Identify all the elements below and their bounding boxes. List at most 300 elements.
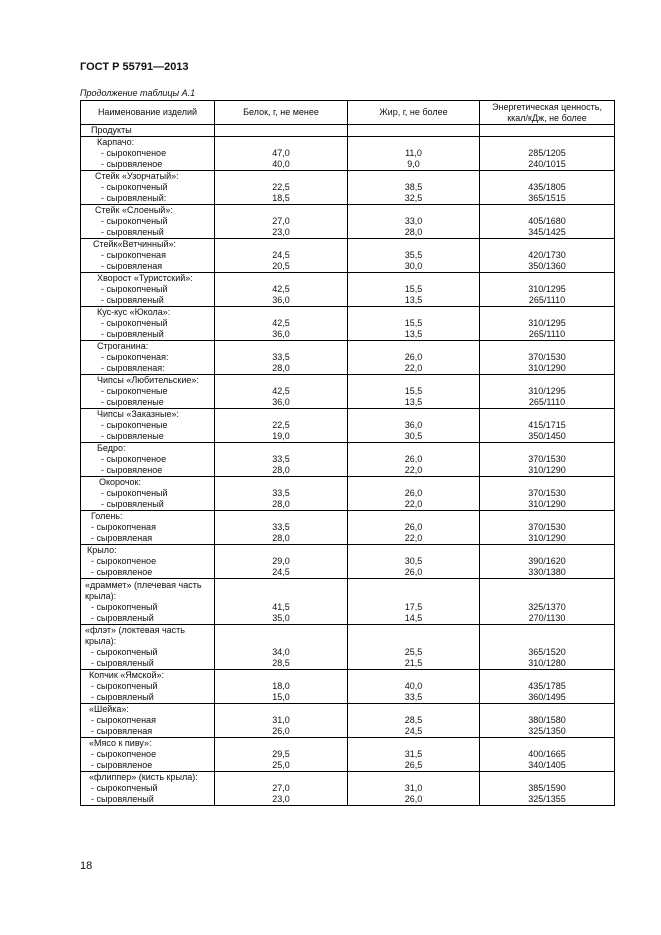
protein-value: 33,5 (215, 488, 348, 499)
fat-value: 35,5 (348, 250, 480, 261)
empty-cell (215, 137, 348, 149)
table-row (81, 386, 615, 397)
protein-value: 42,5 (215, 284, 348, 295)
table-row (81, 363, 615, 375)
energy-value: 365/1515 (480, 193, 615, 205)
fat-value: 31,5 (348, 749, 480, 760)
table-row (81, 454, 615, 465)
empty-cell (215, 545, 348, 557)
protein-value: 27,0 (215, 216, 348, 227)
empty-cell (215, 772, 348, 784)
empty-cell (348, 273, 480, 285)
protein-value: 26,0 (215, 726, 348, 738)
table-header-row (81, 101, 615, 125)
table-row (81, 647, 615, 658)
empty-cell (480, 239, 615, 251)
table-row (81, 488, 615, 499)
product-variant: - сырокопченая: (81, 352, 215, 363)
fat-value: 13,5 (348, 295, 480, 307)
fat-value: 11,0 (348, 148, 480, 159)
empty-cell (215, 579, 348, 602)
table-row (81, 533, 615, 545)
fat-value: 30,5 (348, 556, 480, 567)
product-variant: - сыровяленое (81, 465, 215, 477)
table-row (81, 477, 615, 489)
table-row (81, 522, 615, 533)
protein-value: 34,0 (215, 647, 348, 658)
product-variant: - сыровяленый (81, 658, 215, 670)
energy-value: 285/1205 (480, 148, 615, 159)
group-name: Чипсы «Любительские»: (81, 375, 215, 387)
empty-cell (348, 443, 480, 455)
fat-value: 26,0 (348, 522, 480, 533)
product-variant: - сырокопченый (81, 284, 215, 295)
empty-cell (480, 704, 615, 716)
energy-value: 265/1110 (480, 295, 615, 307)
empty-cell (348, 409, 480, 421)
table-row (81, 261, 615, 273)
table-row (81, 465, 615, 477)
group-name: Строганина: (81, 341, 215, 353)
protein-value: 24,5 (215, 567, 348, 579)
product-variant: - сырокопченое (81, 556, 215, 567)
energy-value: 310/1280 (480, 658, 615, 670)
empty-cell (348, 545, 480, 557)
fat-value: 33,5 (348, 692, 480, 704)
empty-cell (480, 205, 615, 217)
table-row (81, 431, 615, 443)
table-row (81, 772, 615, 784)
group-name: Стейк«Ветчинный»: (81, 239, 215, 251)
table-row (81, 681, 615, 692)
energy-value: 370/1530 (480, 454, 615, 465)
energy-value: 350/1450 (480, 431, 615, 443)
protein-value: 36,0 (215, 329, 348, 341)
empty-cell (348, 738, 480, 750)
empty-cell (480, 624, 615, 647)
group-name: Бедро: (81, 443, 215, 455)
energy-value: 325/1355 (480, 794, 615, 806)
empty-cell (215, 307, 348, 319)
fat-value: 30,0 (348, 261, 480, 273)
group-name: Копчик «Ямской»: (81, 670, 215, 682)
empty-cell (215, 511, 348, 523)
empty-cell (215, 171, 348, 183)
protein-value: 28,0 (215, 465, 348, 477)
empty-cell (215, 443, 348, 455)
group-name: Стейк «Слоеный»: (81, 205, 215, 217)
fat-value: 13,5 (348, 397, 480, 409)
product-variant: - сыровяленый (81, 794, 215, 806)
energy-value: 240/1015 (480, 159, 615, 171)
product-variant: - сырокопченая (81, 522, 215, 533)
fat-value: 30,5 (348, 431, 480, 443)
product-variant: - сырокопченая (81, 250, 215, 261)
empty-cell (215, 738, 348, 750)
empty-cell (348, 670, 480, 682)
table-row (81, 182, 615, 193)
table-row (81, 341, 615, 353)
empty-cell (348, 579, 480, 602)
product-variant: - сырокопченый (81, 318, 215, 329)
table-row (81, 692, 615, 704)
empty-cell (215, 477, 348, 489)
table-row (81, 125, 615, 137)
table-row (81, 397, 615, 409)
energy-value: 370/1530 (480, 522, 615, 533)
empty-cell (348, 341, 480, 353)
table-row (81, 624, 615, 647)
table-row (81, 579, 615, 602)
table-row (81, 602, 615, 613)
empty-cell (480, 375, 615, 387)
empty-cell (215, 125, 348, 137)
energy-value: 265/1110 (480, 329, 615, 341)
table-row (81, 137, 615, 149)
table-row (81, 307, 615, 319)
table-row (81, 613, 615, 625)
energy-value: 365/1520 (480, 647, 615, 658)
protein-value: 33,5 (215, 352, 348, 363)
protein-value: 22,5 (215, 182, 348, 193)
group-name: «Шейка»: (81, 704, 215, 716)
group-name: Крыло: (81, 545, 215, 557)
table-body (81, 125, 615, 806)
table-row (81, 726, 615, 738)
protein-value: 28,5 (215, 658, 348, 670)
empty-cell (480, 545, 615, 557)
product-variant: - сыровяленый (81, 499, 215, 511)
fat-value: 15,5 (348, 386, 480, 397)
protein-value: 22,5 (215, 420, 348, 431)
column-header-name: Наименование изделий (81, 101, 215, 125)
table-row (81, 159, 615, 171)
product-variant: - сыровяленый (81, 613, 215, 625)
fat-value: 9,0 (348, 159, 480, 171)
protein-value: 33,5 (215, 522, 348, 533)
energy-value: 390/1620 (480, 556, 615, 567)
protein-value: 47,0 (215, 148, 348, 159)
product-variant: - сыровяленая (81, 261, 215, 273)
document-code-header: ГОСТ Р 55791—2013 (80, 61, 189, 73)
protein-value: 23,0 (215, 794, 348, 806)
protein-value: 29,5 (215, 749, 348, 760)
energy-value: 415/1715 (480, 420, 615, 431)
empty-cell (480, 409, 615, 421)
table-row (81, 499, 615, 511)
product-variant: - сыровяленое (81, 159, 215, 171)
fat-value: 26,0 (348, 567, 480, 579)
empty-cell (348, 477, 480, 489)
table-row (81, 511, 615, 523)
product-variant: - сырокопченый (81, 647, 215, 658)
table-row (81, 760, 615, 772)
protein-value: 28,0 (215, 499, 348, 511)
table-row (81, 409, 615, 421)
empty-cell (215, 205, 348, 217)
table-row (81, 148, 615, 159)
product-variant: - сыровяленый (81, 329, 215, 341)
energy-value: 310/1290 (480, 363, 615, 375)
fat-value: 31,0 (348, 783, 480, 794)
empty-cell (215, 409, 348, 421)
table-row (81, 375, 615, 387)
empty-cell (348, 137, 480, 149)
group-name: Стейк «Узорчатый»: (81, 171, 215, 183)
empty-cell (480, 670, 615, 682)
table-row (81, 250, 615, 261)
table-row (81, 227, 615, 239)
table-row (81, 318, 615, 329)
fat-value: 22,0 (348, 499, 480, 511)
protein-value: 28,0 (215, 363, 348, 375)
table-row (81, 443, 615, 455)
energy-value: 435/1805 (480, 182, 615, 193)
energy-value: 435/1785 (480, 681, 615, 692)
protein-value: 42,5 (215, 386, 348, 397)
protein-value: 31,0 (215, 715, 348, 726)
empty-cell (480, 511, 615, 523)
energy-value: 380/1580 (480, 715, 615, 726)
energy-value: 370/1530 (480, 352, 615, 363)
empty-cell (348, 772, 480, 784)
protein-value: 18,0 (215, 681, 348, 692)
column-header-fat: Жир, г, не более (348, 101, 480, 125)
empty-cell (480, 738, 615, 750)
fat-value: 26,0 (348, 454, 480, 465)
table-row (81, 216, 615, 227)
fat-value: 28,0 (348, 227, 480, 239)
product-variant: - сырокопченое (81, 148, 215, 159)
product-variant: - сыровяленое (81, 760, 215, 772)
fat-value: 36,0 (348, 420, 480, 431)
empty-cell (348, 624, 480, 647)
protein-value: 27,0 (215, 783, 348, 794)
product-variant: - сыровяленые (81, 431, 215, 443)
energy-value: 360/1495 (480, 692, 615, 704)
empty-cell (215, 670, 348, 682)
table-row (81, 273, 615, 285)
column-header-energy: Энергетическая ценность, ккал/кДж, не более (480, 101, 615, 125)
product-variant: - сыровяленый: (81, 193, 215, 205)
protein-value: 29,0 (215, 556, 348, 567)
product-variant: - сыровяленая: (81, 363, 215, 375)
fat-value: 15,5 (348, 284, 480, 295)
energy-value: 310/1295 (480, 284, 615, 295)
protein-value: 28,0 (215, 533, 348, 545)
table-row (81, 749, 615, 760)
protein-value: 15,0 (215, 692, 348, 704)
product-variant: - сырокопченая (81, 715, 215, 726)
energy-value: 350/1360 (480, 261, 615, 273)
product-variant: - сыровяленый (81, 692, 215, 704)
energy-value: 310/1295 (480, 318, 615, 329)
product-variant: - сыровяленая (81, 726, 215, 738)
table-row (81, 284, 615, 295)
group-name: Голень: (81, 511, 215, 523)
energy-value: 370/1530 (480, 488, 615, 499)
empty-cell (480, 137, 615, 149)
fat-value: 22,0 (348, 465, 480, 477)
empty-cell (480, 341, 615, 353)
energy-value: 310/1290 (480, 465, 615, 477)
protein-value: 35,0 (215, 613, 348, 625)
empty-cell (480, 579, 615, 602)
protein-value: 36,0 (215, 397, 348, 409)
protein-value: 24,5 (215, 250, 348, 261)
energy-value: 405/1680 (480, 216, 615, 227)
empty-cell (215, 239, 348, 251)
group-name: «флэт» (локтевая часть крыла): (81, 624, 215, 647)
fat-value: 40,0 (348, 681, 480, 692)
empty-cell (348, 125, 480, 137)
protein-value: 42,5 (215, 318, 348, 329)
fat-value: 38,5 (348, 182, 480, 193)
energy-value: 325/1370 (480, 602, 615, 613)
protein-value: 23,0 (215, 227, 348, 239)
protein-value: 19,0 (215, 431, 348, 443)
page-number: 18 (80, 860, 93, 872)
fat-value: 25,5 (348, 647, 480, 658)
empty-cell (215, 624, 348, 647)
table-row (81, 715, 615, 726)
table-row (81, 545, 615, 557)
table-row (81, 704, 615, 716)
table-row (81, 205, 615, 217)
protein-value: 18,5 (215, 193, 348, 205)
empty-cell (348, 171, 480, 183)
protein-value: 40,0 (215, 159, 348, 171)
empty-cell (348, 205, 480, 217)
fat-value: 26,0 (348, 352, 480, 363)
energy-value: 345/1425 (480, 227, 615, 239)
fat-value: 17,5 (348, 602, 480, 613)
product-variant: - сырокопченый (81, 216, 215, 227)
group-name: «флиппер» (кисть крыла): (81, 772, 215, 784)
product-variant: - сыровяленое (81, 567, 215, 579)
empty-cell (480, 443, 615, 455)
empty-cell (480, 307, 615, 319)
fat-value: 26,0 (348, 488, 480, 499)
group-name: Хворост «Туристский»: (81, 273, 215, 285)
fat-value: 26,0 (348, 794, 480, 806)
table-row (81, 783, 615, 794)
table-row (81, 556, 615, 567)
table-row (81, 295, 615, 307)
empty-cell (348, 704, 480, 716)
table-row (81, 567, 615, 579)
table-row (81, 738, 615, 750)
table-row (81, 171, 615, 183)
empty-cell (348, 307, 480, 319)
product-variant: - сыровяленый (81, 227, 215, 239)
empty-cell (215, 341, 348, 353)
product-variant: - сыровяленые (81, 397, 215, 409)
energy-value: 270/1130 (480, 613, 615, 625)
empty-cell (480, 273, 615, 285)
table-row (81, 670, 615, 682)
table-row (81, 193, 615, 205)
product-variant: - сырокопченое (81, 749, 215, 760)
table-row (81, 420, 615, 431)
energy-value: 340/1405 (480, 760, 615, 772)
empty-cell (215, 375, 348, 387)
energy-value: 325/1350 (480, 726, 615, 738)
product-variant: - сыровяленый (81, 295, 215, 307)
fat-value: 24,5 (348, 726, 480, 738)
product-variant: - сырокопченые (81, 420, 215, 431)
empty-cell (480, 171, 615, 183)
energy-value: 330/1380 (480, 567, 615, 579)
fat-value: 32,5 (348, 193, 480, 205)
empty-cell (348, 375, 480, 387)
fat-value: 15,5 (348, 318, 480, 329)
fat-value: 21,5 (348, 658, 480, 670)
energy-value: 385/1590 (480, 783, 615, 794)
empty-cell (215, 273, 348, 285)
empty-cell (348, 511, 480, 523)
product-variant: - сырокопченый (81, 602, 215, 613)
empty-cell (480, 772, 615, 784)
product-variant: - сырокопченое (81, 454, 215, 465)
group-name: «Мясо к пиву»: (81, 738, 215, 750)
table-row (81, 329, 615, 341)
column-header-protein: Белок, г, не менее (215, 101, 348, 125)
protein-value: 36,0 (215, 295, 348, 307)
fat-value: 33,0 (348, 216, 480, 227)
table-caption: Продолжение таблицы А.1 (80, 88, 196, 98)
empty-cell (348, 239, 480, 251)
energy-value: 310/1295 (480, 386, 615, 397)
table-row (81, 352, 615, 363)
product-variant: - сырокопченый (81, 488, 215, 499)
group-name: Кус-кус «Юкола»: (81, 307, 215, 319)
product-variant: - сырокопченый (81, 182, 215, 193)
fat-value: 13,5 (348, 329, 480, 341)
table-row (81, 658, 615, 670)
group-name: Карпачо: (81, 137, 215, 149)
empty-cell (480, 477, 615, 489)
product-variant: - сыровяленая (81, 533, 215, 545)
product-variant: - сырокопченые (81, 386, 215, 397)
empty-cell (480, 125, 615, 137)
fat-value: 22,0 (348, 533, 480, 545)
group-name: Окорочок: (81, 477, 215, 489)
product-variant: - сырокопченый (81, 783, 215, 794)
table-row (81, 239, 615, 251)
protein-value: 20,5 (215, 261, 348, 273)
group-name: «драммет» (плечевая часть крыла): (81, 579, 215, 602)
energy-value: 420/1730 (480, 250, 615, 261)
protein-value: 41,5 (215, 602, 348, 613)
fat-value: 22,0 (348, 363, 480, 375)
product-variant: - сырокопченый (81, 681, 215, 692)
fat-value: 14,5 (348, 613, 480, 625)
energy-value: 400/1665 (480, 749, 615, 760)
table-row (81, 794, 615, 806)
group-name: Чипсы «Заказные»: (81, 409, 215, 421)
protein-value: 33,5 (215, 454, 348, 465)
fat-value: 28,5 (348, 715, 480, 726)
energy-value: 310/1290 (480, 499, 615, 511)
energy-value: 265/1110 (480, 397, 615, 409)
protein-value: 25,0 (215, 760, 348, 772)
energy-value: 310/1290 (480, 533, 615, 545)
section-label: Продукты (81, 125, 215, 137)
empty-cell (215, 704, 348, 716)
nutrition-table (80, 100, 615, 806)
fat-value: 26,5 (348, 760, 480, 772)
